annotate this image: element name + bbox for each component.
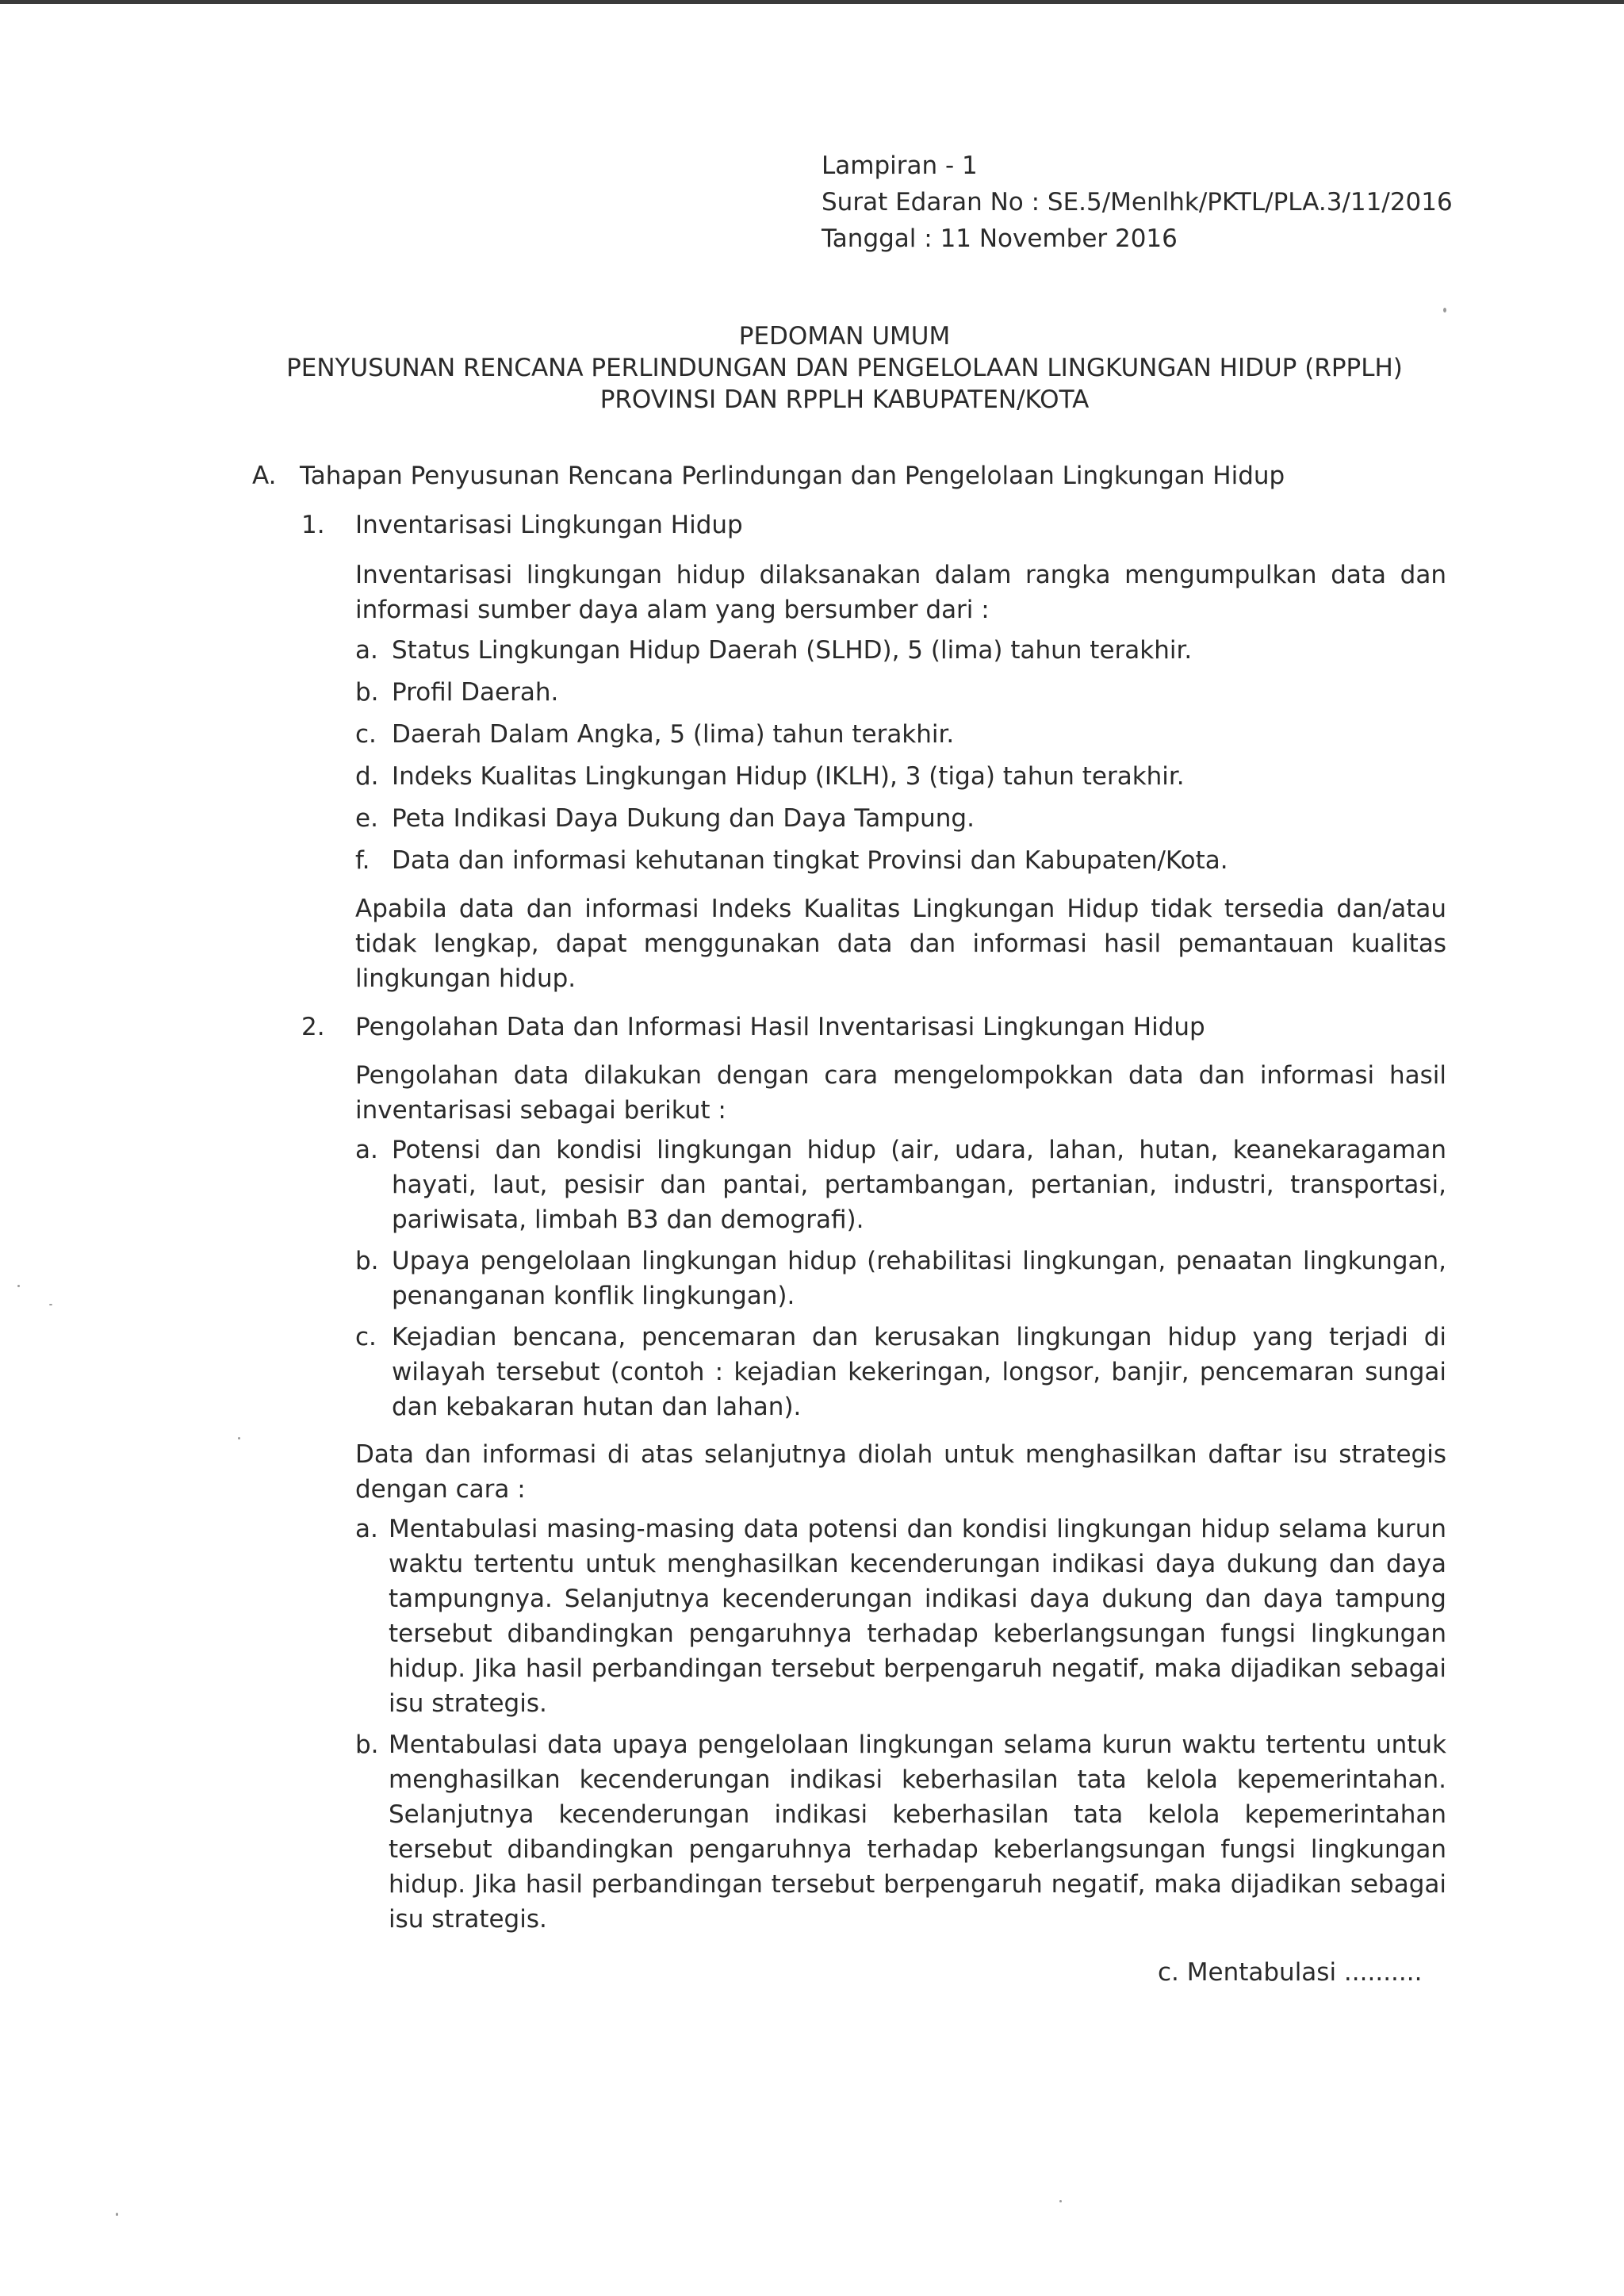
item-1-list-text: Peta Indikasi Daya Dukung dan Daya Tampung.: [392, 804, 975, 833]
item-1-list-marker: c.: [355, 720, 377, 749]
item-1-number: 1.: [301, 511, 325, 539]
item-1-list-marker: e.: [355, 804, 378, 833]
item-2-list-text: Kejadian bencana, pencemaran dan kerusakan lingkungan hidup yang terjadi di wilayah tersebut (contoh : kejadian kekeringan, longsor, banjir, pencemaran sungai dan kebakaran hutan dan lahan).: [392, 1323, 1446, 1421]
item-1-list-marker: f.: [355, 846, 370, 875]
item-1-heading: Inventarisasi Lingkungan Hidup: [355, 511, 743, 539]
section-a-marker: A.: [252, 462, 277, 490]
title-line-1: PEDOMAN UMUM: [738, 322, 951, 351]
scan-speck: [238, 1437, 240, 1439]
item-1-closing: Apabila data dan informasi Indeks Kualitas Lingkungan Hidup tidak tersedia dan/atau tidak lengkap, dapat menggunakan data dan informasi hasil pemantauan kualitas lingkungan hidup.: [355, 895, 1446, 993]
item-1-list-text: Indeks Kualitas Lingkungan Hidup (IKLH), 3 (tiga) tahun terakhir.: [392, 762, 1185, 791]
item-1-list-marker: b.: [355, 678, 379, 707]
lampiran-label: Lampiran - 1: [822, 151, 978, 180]
item-2-list-marker: b.: [355, 1247, 379, 1275]
item-2-step-text: Mentabulasi data upaya pengelolaan lingkungan selama kurun waktu tertentu untuk menghasilkan kecenderungan indikasi keberhasilan tata kelola kepemerintahan. Selanjutnya kecenderungan indikasi keberhasilan tata kelola kepemerintahan tersebut dibandingkan pengaruhnya terhadap keberlangsungan fungsi lingkungan hidup. Jika hasil perbandingan tersebut berpengaruh negatif, maka dijadikan sebagai isu strategis.: [389, 1731, 1446, 1934]
item-2-step-text: Mentabulasi masing-masing data potensi dan kondisi lingkungan hidup selama kurun waktu tertentu untuk menghasilkan kecenderungan indikasi daya dukung dan daya tampungnya. Selanjutnya kecenderungan indikasi daya dukung dan daya tampung tersebut dibandingkan pengaruhnya terhadap keberlangsungan fungsi lingkungan hidup. Jika hasil perbandingan tersebut berpengaruh negatif, maka dijadikan sebagai isu strategis.: [389, 1515, 1446, 1718]
scan-speck: [1059, 2200, 1062, 2202]
circular-number: Surat Edaran No : SE.5/Menlhk/PKTL/PLA.3/11/2016: [822, 188, 1453, 217]
scan-speck: [116, 2213, 118, 2216]
scan-speck: [1443, 308, 1446, 312]
item-2-middle: Data dan informasi di atas selanjutnya diolah untuk menghasilkan daftar isu strategis dengan cara :: [355, 1440, 1446, 1504]
circular-date: Tanggal : 11 November 2016: [822, 224, 1178, 253]
item-2-intro: Pengolahan data dilakukan dengan cara mengelompokkan data dan informasi hasil inventarisasi sebagai berikut :: [355, 1061, 1446, 1125]
item-2-step-marker: a.: [355, 1515, 378, 1543]
attachment-header: [822, 148, 1453, 257]
section-a-heading: Tahapan Penyusunan Rencana Perlindungan dan Pengelolaan Lingkungan Hidup: [300, 462, 1285, 490]
title-line-3: PROVINSI DAN RPPLH KABUPATEN/KOTA: [599, 385, 1090, 414]
item-2-list-text: Potensi dan kondisi lingkungan hidup (air, udara, lahan, hutan, keanekaragaman hayati, laut, pesisir dan pantai, pertambangan, pertanian, industri, transportasi, pariwisata, limbah B3 dan demografi).: [392, 1136, 1446, 1234]
document-title: [159, 320, 1530, 416]
item-2-heading: Pengolahan Data dan Informasi Hasil Inventarisasi Lingkungan Hidup: [355, 1013, 1205, 1041]
item-1-intro: Inventarisasi lingkungan hidup dilaksanakan dalam rangka mengumpulkan data dan informasi sumber daya alam yang bersumber dari :: [355, 561, 1446, 624]
item-1-list-text: Profil Daerah.: [392, 678, 559, 707]
scan-speck: [49, 1304, 52, 1305]
item-1-list-marker: d.: [355, 762, 379, 791]
item-2-list-marker: c.: [355, 1323, 377, 1351]
continuation-note: c. Mentabulasi ..........: [1158, 1958, 1423, 1987]
title-line-2: PENYUSUNAN RENCANA PERLINDUNGAN DAN PENGELOLAAN LINGKUNGAN HIDUP (RPPLH): [286, 354, 1403, 382]
item-1-list-text: Data dan informasi kehutanan tingkat Provinsi dan Kabupaten/Kota.: [392, 846, 1228, 875]
item-2-list-text: Upaya pengelolaan lingkungan hidup (rehabilitasi lingkungan, penaatan lingkungan, penanganan konflik lingkungan).: [392, 1247, 1446, 1310]
item-2-list-marker: a.: [355, 1136, 378, 1164]
item-1-list-text: Status Lingkungan Hidup Daerah (SLHD), 5 (lima) tahun terakhir.: [392, 636, 1193, 665]
item-1-list-marker: a.: [355, 636, 378, 665]
item-2-number: 2.: [301, 1013, 325, 1041]
item-1-list-text: Daerah Dalam Angka, 5 (lima) tahun terakhir.: [392, 720, 955, 749]
item-2-step-marker: b.: [355, 1731, 379, 1759]
scan-speck: [17, 1285, 20, 1287]
